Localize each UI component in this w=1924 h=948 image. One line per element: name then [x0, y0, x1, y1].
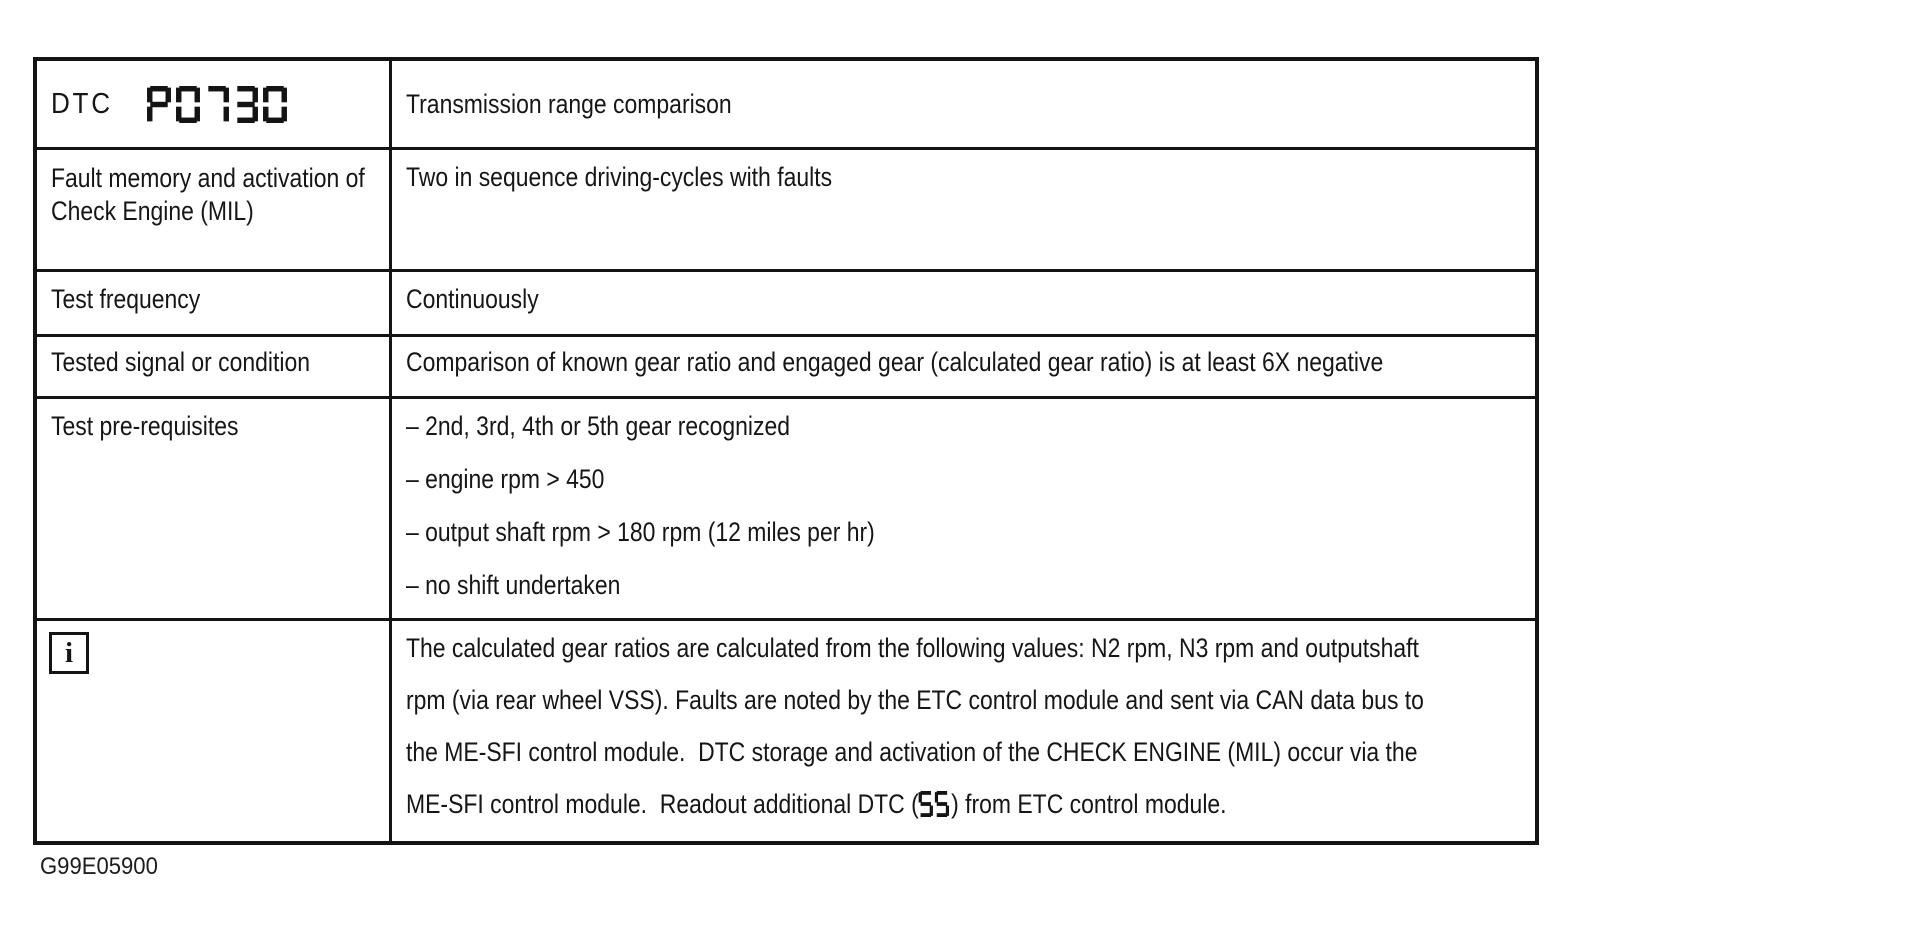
- figure-code: G99E05900: [40, 853, 158, 880]
- info-text-pre: ME-SFI control module. Readout additional DTC (: [406, 789, 919, 819]
- row-label: Tested signal or condition: [51, 347, 310, 377]
- row-label-cell: [37, 399, 392, 618]
- table-row-dtc: [37, 61, 1535, 150]
- info-text-post: ) from ETC control module.: [951, 789, 1227, 819]
- table-row-tested-signal: [37, 337, 1535, 399]
- info-text-line: The calculated gear ratios are calculated from the following values: N2 rpm, N3 rpm and outputshaft: [406, 633, 1419, 663]
- row-label: Test pre-requisites: [51, 411, 239, 441]
- prerequisite-item: – output shaft rpm > 180 rpm (12 miles per hr): [406, 517, 875, 547]
- table-row-fault-memory: [37, 150, 1535, 272]
- row-label-cell: [37, 150, 392, 269]
- row-value-cell: [392, 150, 1535, 269]
- dtc-table: [33, 57, 1539, 845]
- info-text-line: [406, 778, 1535, 830]
- prerequisite-item: – engine rpm > 450: [406, 464, 605, 494]
- row-value-cell: [392, 272, 1535, 334]
- info-icon-glyph: i: [64, 636, 74, 669]
- info-text-line: the ME-SFI control module. DTC storage and activation of the CHECK ENGINE (MIL) occur via the: [406, 737, 1418, 767]
- row-label: Fault memory and activation of Check Engine (MIL): [51, 163, 365, 226]
- prerequisite-item: – no shift undertaken: [406, 570, 621, 600]
- dtc-description: Transmission range comparison: [406, 88, 732, 119]
- row-value: Continuously: [406, 284, 539, 314]
- dtc-code-lcd: [147, 86, 292, 123]
- info-icon: [49, 632, 89, 674]
- table-row-info-note: [37, 621, 1535, 841]
- dtc-description-cell: [392, 61, 1535, 147]
- row-value: Two in sequence driving-cycles with faults: [406, 162, 833, 192]
- row-label-cell: [37, 272, 392, 334]
- dtc-label: DTC: [51, 87, 113, 120]
- row-value-cell: [392, 337, 1535, 396]
- row-value-cell: [392, 399, 1535, 618]
- info-icon-cell: [37, 621, 392, 841]
- dtc-code-cell: [37, 61, 392, 147]
- prerequisite-item: – 2nd, 3rd, 4th or 5th gear recognized: [406, 411, 791, 441]
- dtc-55-lcd: [919, 791, 951, 817]
- info-text-cell: [392, 621, 1535, 841]
- row-label: Test frequency: [51, 284, 201, 314]
- row-label-cell: [37, 337, 392, 396]
- table-row-prerequisites: [37, 399, 1535, 621]
- info-text-line: rpm (via rear wheel VSS). Faults are noted by the ETC control module and sent via CAN data bus to: [406, 685, 1424, 715]
- row-value: Comparison of known gear ratio and engaged gear (calculated gear ratio) is at least 6X negative: [406, 347, 1384, 377]
- table-row-test-frequency: [37, 272, 1535, 337]
